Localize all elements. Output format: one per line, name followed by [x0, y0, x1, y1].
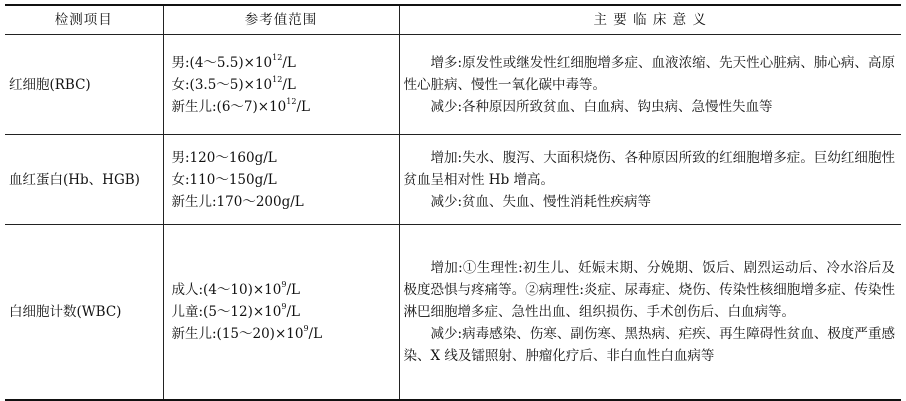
reference-table [5, 4, 901, 401]
meaning-paragraph: 增加:①生理性:初生儿、妊娠末期、分娩期、饭后、剧烈运动后、冷水浴后及极度恐惧与疼痛等。②病理性:炎症、尿毒症、烧伤、传染性核细胞增多症、传染性淋巴细胞增多症、急性出血、组织损伤、手术创伤后、白血病等。 [403, 259, 895, 320]
header-clinical-significance: 主 要 临 床 意 义 [399, 5, 901, 35]
table-row [5, 135, 901, 225]
meaning-paragraph: 增多:原发性或继发性红细胞增多症、血液浓缩、先天性心脏病、肺心病、高原性心脏病、慢性一氧化碳中毒等。 [403, 54, 895, 93]
range-line: 男:120～160g/L [171, 149, 277, 166]
meaning-paragraph: 减少:各种原因所致贫血、白血病、钩虫病、急慢性失血等 [430, 98, 773, 115]
meaning-paragraph: 增加:失水、腹泻、大面积烧伤、各种原因所致的红细胞增多症。巨幼红细胞性贫血呈相对性 Hb 增高。 [403, 149, 895, 188]
header-reference-range: 参考值范围 [163, 5, 399, 35]
row-item-label: 白细胞计数(WBC) [5, 225, 163, 400]
row-item-label: 血红蛋白(Hb、HGB) [5, 135, 163, 225]
row-item-label: 红细胞(RBC) [5, 35, 163, 135]
meaning-paragraph: 减少:病毒感染、伤寒、副伤寒、黑热病、疟疾、再生障碍性贫血、极度严重感染、X 线及镭照射、肿瘤化疗后、非白血性白血病等 [403, 325, 895, 364]
row-clinical-meaning [399, 225, 901, 400]
row-reference-range [163, 135, 399, 225]
range-line: 新生儿$:(6\sim 7)\times 10^{12}/L$ [171, 97, 310, 115]
range-line: 新生儿:170～200g/L [171, 193, 304, 210]
row-reference-range [163, 35, 399, 135]
range-line: 儿童$:(5\sim 12)\times 10^9/L$ [171, 302, 300, 320]
range-line: 女$:(3.5\sim 5)\times 10^{12}/L$ [171, 75, 296, 93]
table-row [5, 35, 901, 135]
header-test-item: 检测项目 [5, 5, 163, 35]
range-line: 新生儿$:(15\sim 20)\times 10^9/L$ [171, 324, 323, 342]
row-clinical-meaning [399, 35, 901, 135]
range-line: 男$:(4\sim 5.5)\times 10^{12}/L$ [171, 53, 296, 71]
table-header-row [5, 5, 901, 35]
meaning-paragraph: 减少:贫血、失血、慢性消耗性疾病等 [430, 193, 652, 210]
row-reference-range [163, 225, 399, 400]
range-line: 女:110～150g/L [171, 171, 277, 188]
range-line: 成人$:(4\sim 10)\times 10^9/L$ [171, 280, 300, 298]
row-clinical-meaning [399, 135, 901, 225]
table-row [5, 225, 901, 400]
